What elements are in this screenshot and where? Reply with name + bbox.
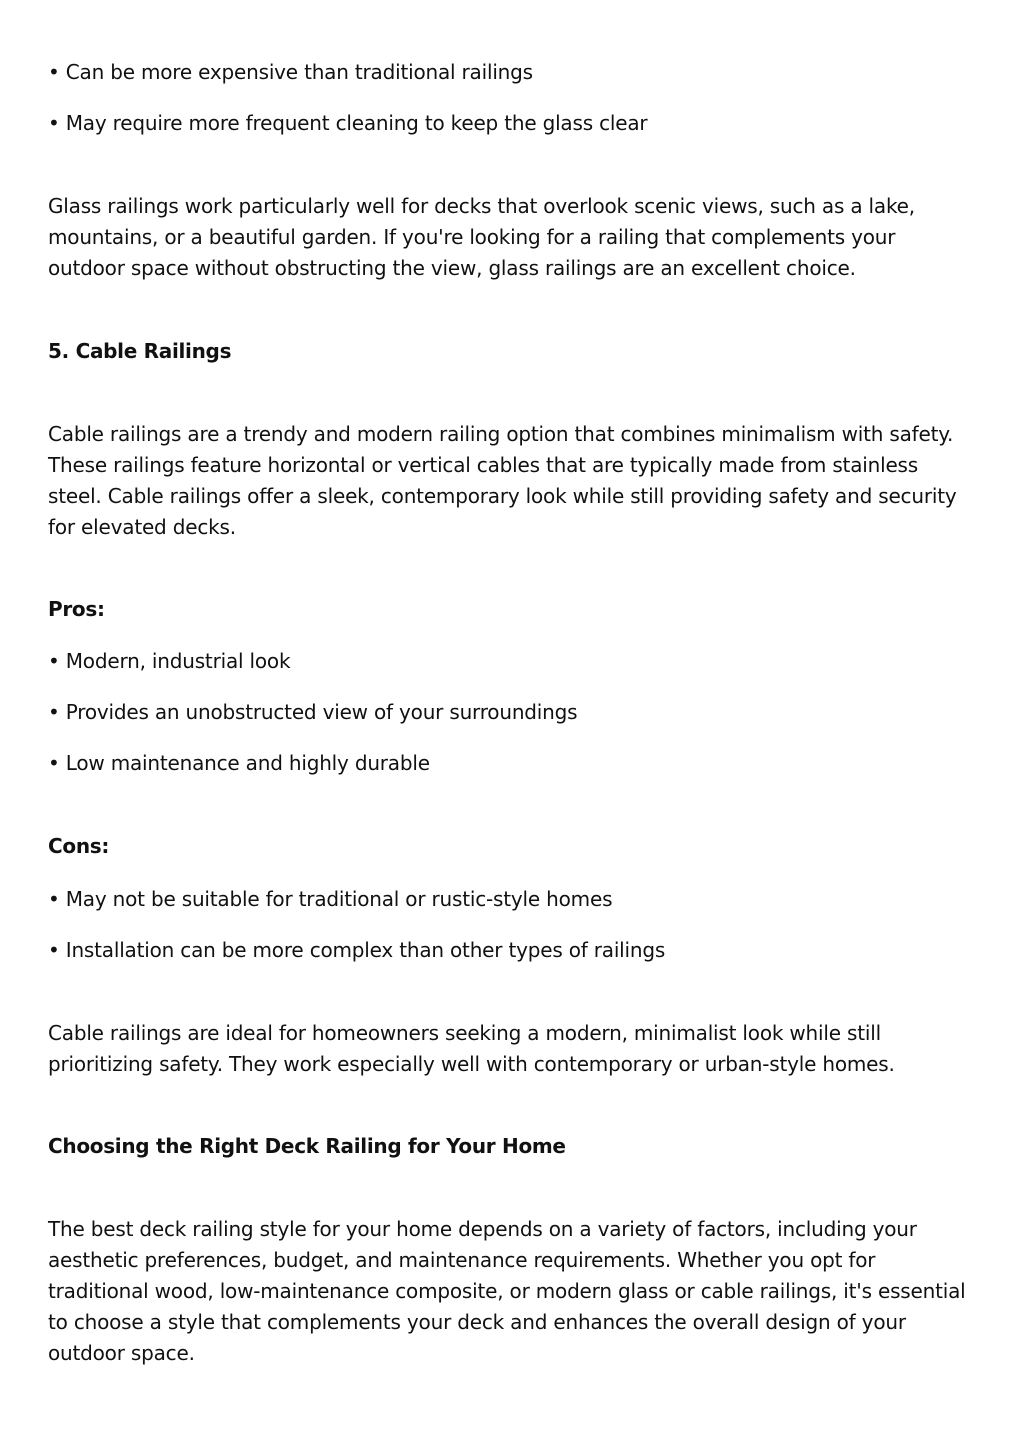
cable-summary-paragraph	[48, 1018, 988, 1080]
paragraph-line: to choose a style that complements your deck and enhances the overall design of your	[48, 1310, 906, 1334]
paragraph-line: prioritizing safety. They work especially well with contemporary or urban-style homes.	[48, 1052, 895, 1076]
pros-item: • Modern, industrial look	[48, 649, 291, 673]
section-heading-cable-railings: 5. Cable Railings	[48, 339, 232, 363]
paragraph-line: These railings feature horizontal or vertical cables that are typically made from stainless	[48, 453, 918, 477]
paragraph-line: traditional wood, low-maintenance composite, or modern glass or cable railings, it's essential	[48, 1279, 966, 1303]
paragraph-line: Glass railings work particularly well for decks that overlook scenic views, such as a lake,	[48, 194, 915, 218]
section-heading-choosing: Choosing the Right Deck Railing for Your Home	[48, 1134, 566, 1158]
paragraph-line: Cable railings are a trendy and modern railing option that combines minimalism with safety.	[48, 422, 954, 446]
cable-intro-paragraph	[48, 419, 988, 543]
glass-cons-item: • May require more frequent cleaning to keep the glass clear	[48, 111, 648, 135]
cons-item: • May not be suitable for traditional or rustic-style homes	[48, 887, 613, 911]
cons-label: Cons:	[48, 834, 110, 858]
glass-summary-paragraph	[48, 191, 988, 284]
pros-item: • Low maintenance and highly durable	[48, 751, 430, 775]
paragraph-line: Cable railings are ideal for homeowners seeking a modern, minimalist look while still	[48, 1021, 881, 1045]
pros-label: Pros:	[48, 597, 105, 621]
paragraph-line: outdoor space.	[48, 1341, 195, 1365]
glass-cons-item: • Can be more expensive than traditional railings	[48, 60, 533, 84]
paragraph-line: outdoor space without obstructing the view, glass railings are an excellent choice.	[48, 256, 856, 280]
choosing-body-paragraph	[48, 1214, 988, 1369]
paragraph-line: aesthetic preferences, budget, and maintenance requirements. Whether you opt for	[48, 1248, 876, 1272]
paragraph-line: steel. Cable railings offer a sleek, contemporary look while still providing safety and security	[48, 484, 957, 508]
pros-item: • Provides an unobstructed view of your surroundings	[48, 700, 578, 724]
cons-item: • Installation can be more complex than other types of railings	[48, 938, 666, 962]
paragraph-line: mountains, or a beautiful garden. If you're looking for a railing that complements your	[48, 225, 896, 249]
paragraph-line: The best deck railing style for your home depends on a variety of factors, including your	[48, 1217, 917, 1241]
paragraph-line: for elevated decks.	[48, 515, 236, 539]
